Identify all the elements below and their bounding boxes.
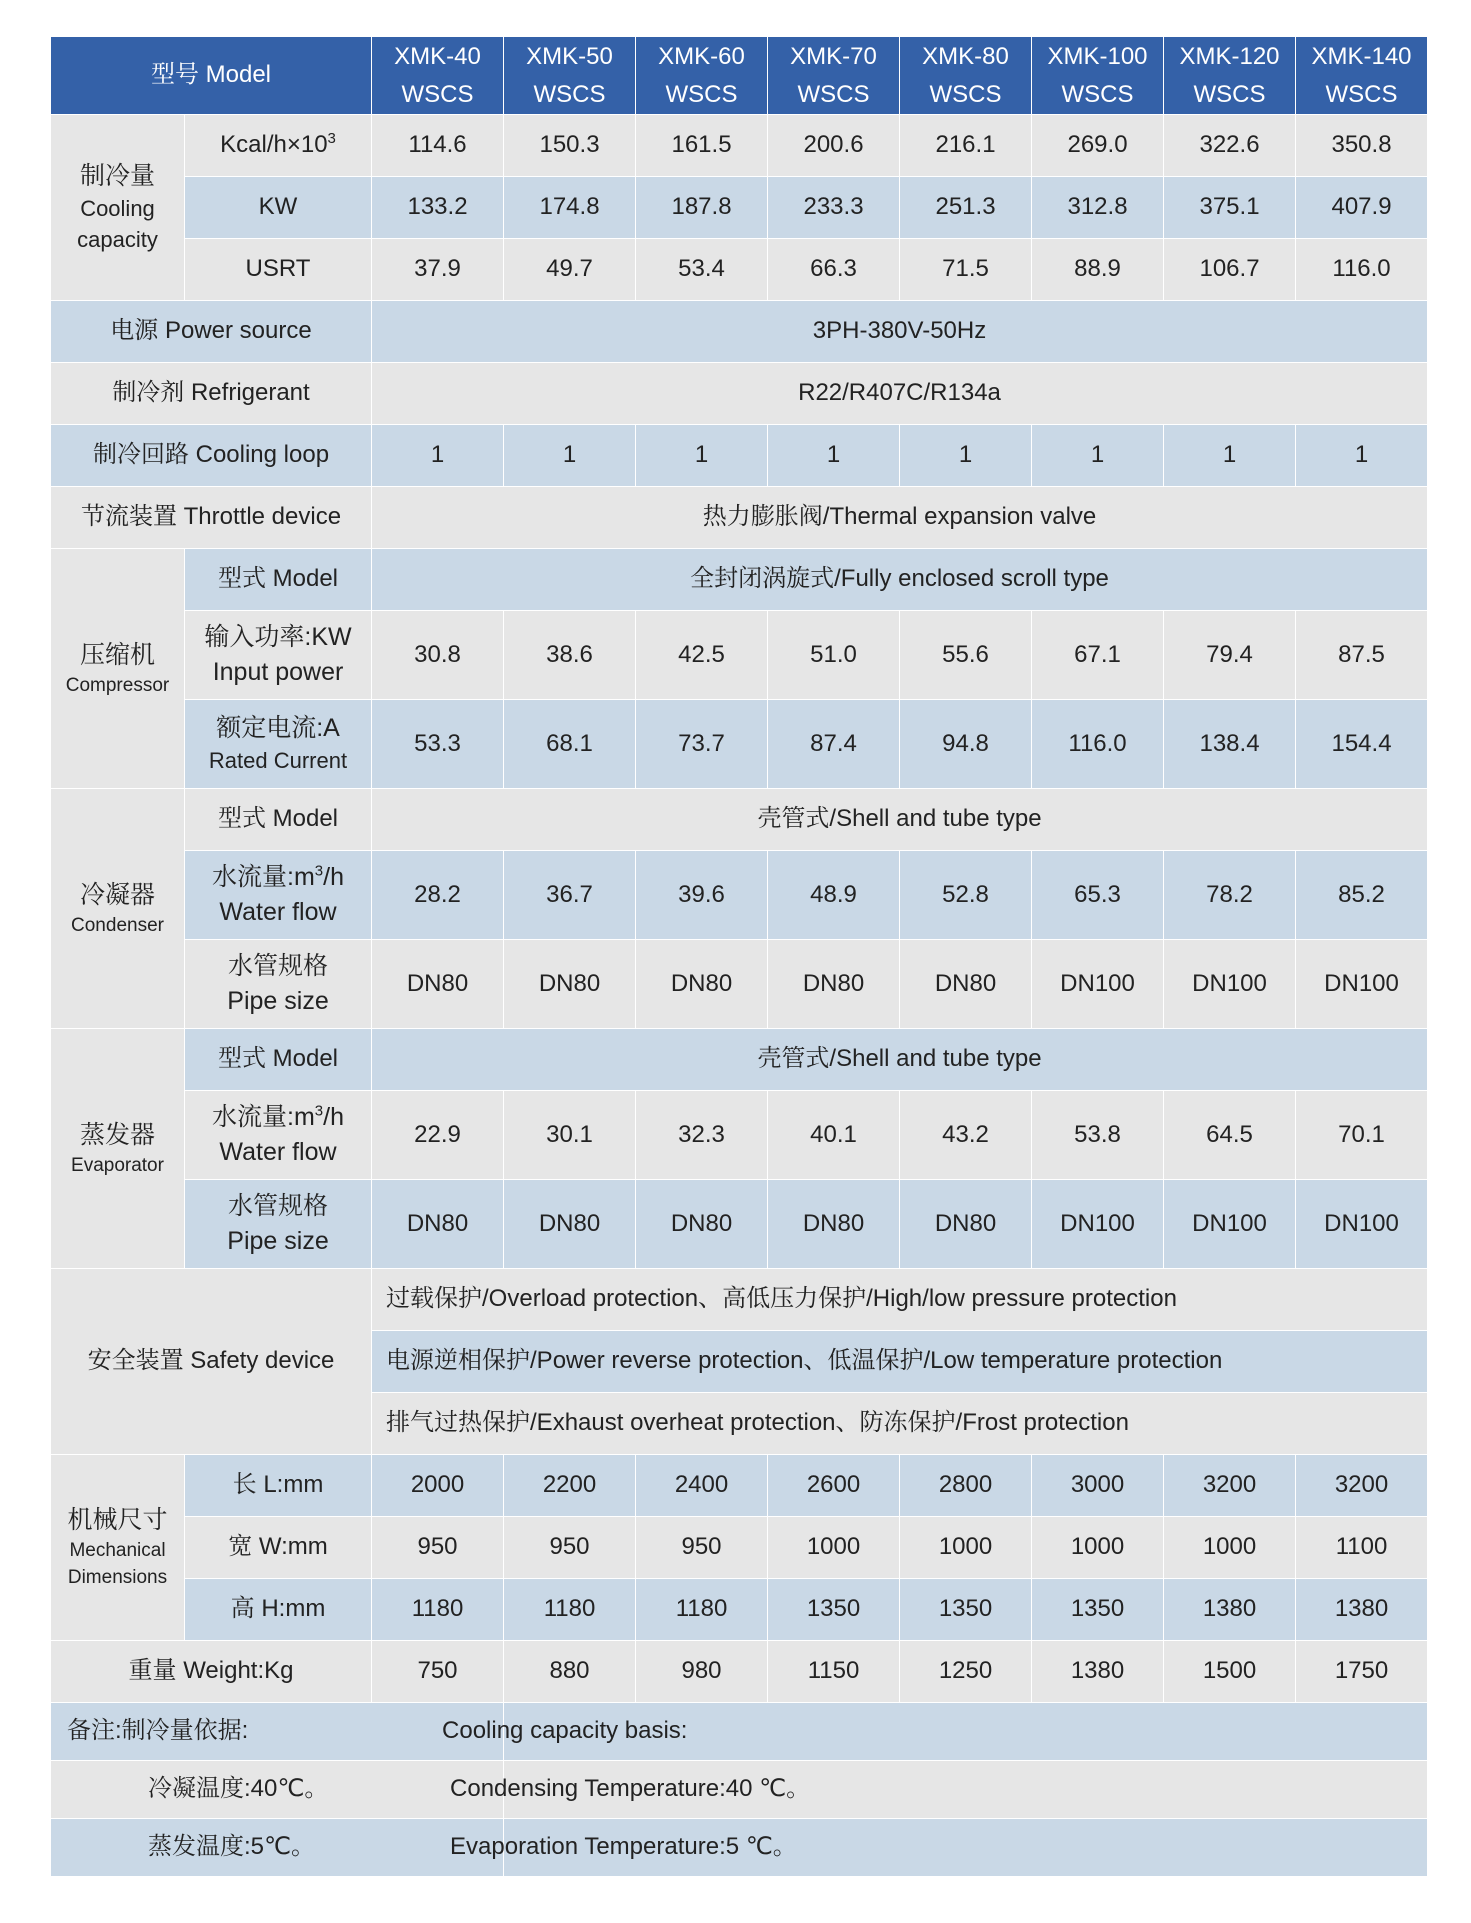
kw-value: 407.9 (1296, 177, 1428, 239)
kcal-unit-cell (185, 115, 372, 177)
evaporator-label-en: Evaporator (71, 1154, 164, 1176)
kcal-unit: Kcal/h×10 (220, 131, 328, 159)
power-value: 3PH-380V-50Hz (372, 301, 1428, 363)
rated-current-value: 87.4 (768, 700, 900, 789)
kcal-unit-sup: 3 (327, 130, 336, 148)
length-value: 2400 (636, 1455, 768, 1517)
compressor-label-en: Compressor (65, 674, 170, 696)
throttle-label: 节流装置 Throttle device (51, 487, 372, 549)
dimensions-label-cn: 机械尺寸 (67, 1506, 168, 1535)
weight-value: 1380 (1032, 1641, 1164, 1703)
weight-value: 1150 (768, 1641, 900, 1703)
evaporator-flow-label (185, 1091, 372, 1180)
evaporator-pipe-value: DN100 (1032, 1180, 1164, 1269)
condenser-pipe-label (185, 940, 372, 1029)
condenser-pipe-value: DN80 (372, 940, 504, 1029)
cooling-kw-row (51, 177, 1428, 239)
model-header-cell (636, 37, 768, 115)
rated-current-value: 68.1 (504, 700, 636, 789)
usrt-value: 49.7 (504, 239, 636, 301)
length-value: 3200 (1296, 1455, 1428, 1517)
model-header-cell (900, 37, 1032, 115)
throttle-value: 热力膨胀阀/Thermal expansion valve (372, 487, 1428, 549)
evaporator-flow-value: 22.9 (372, 1091, 504, 1180)
loop-value: 1 (372, 425, 504, 487)
height-value: 1350 (1032, 1579, 1164, 1641)
condenser-flow-value: 39.6 (636, 851, 768, 940)
dimensions-label-en1: Mechanical (69, 1540, 166, 1562)
width-value: 1100 (1296, 1517, 1428, 1579)
evaporator-pipe-value: DN80 (372, 1180, 504, 1269)
length-value: 3000 (1032, 1455, 1164, 1517)
kw-value: 233.3 (768, 177, 900, 239)
kcal-value: 216.1 (900, 115, 1032, 177)
evaporator-label (51, 1029, 185, 1269)
rated-current-label (185, 700, 372, 789)
evaporator-pipe-value: DN80 (900, 1180, 1032, 1269)
evaporator-flow-value: 30.1 (504, 1091, 636, 1180)
model-suffix: WSCS (1061, 80, 1134, 108)
cooling-capacity-label (51, 115, 185, 301)
safety-line: 过载保护/Overload protection、高低压力保护/High/low pressure protection (372, 1269, 1428, 1331)
condenser-flow-label (185, 851, 372, 940)
condenser-model-row (51, 789, 1428, 851)
model-suffix: WSCS (1193, 80, 1266, 108)
compressor-label (51, 549, 185, 789)
note-basis-en (442, 1703, 1428, 1761)
dim-width-row (51, 1517, 1428, 1579)
model-name: XMK-80 (922, 42, 1009, 70)
compressor-input-row (51, 611, 1428, 700)
flow-label-cn-text: 水流量:m (212, 1103, 315, 1131)
condenser-pipe-value: DN80 (900, 940, 1032, 1029)
note-evaporation-en (450, 1819, 1428, 1877)
pipe-label-en: Pipe size (227, 987, 329, 1015)
height-value: 1380 (1296, 1579, 1428, 1641)
width-value: 1000 (768, 1517, 900, 1579)
condenser-label-cn: 冷凝器 (79, 880, 155, 909)
power-row (51, 301, 1428, 363)
loop-row (51, 425, 1428, 487)
loop-label: 制冷回路 Cooling loop (51, 425, 372, 487)
condenser-pipe-value: DN100 (1296, 940, 1428, 1029)
safety-line: 电源逆相保护/Power reverse protection、低温保护/Low temperature protection (372, 1331, 1428, 1393)
kcal-value: 200.6 (768, 115, 900, 177)
header-row (51, 37, 1428, 115)
flow-label-cn (185, 1100, 371, 1135)
input-power-value: 55.6 (900, 611, 1032, 700)
safety-label: 安全装置 Safety device (51, 1269, 372, 1455)
evaporator-pipe-value: DN80 (768, 1180, 900, 1269)
safety-line: 排气过热保护/Exhaust overheat protection、防冻保护/Frost protection (372, 1393, 1428, 1455)
length-label: 长 L:mm (185, 1455, 372, 1517)
compressor-label-cn: 压缩机 (79, 640, 155, 669)
model-suffix: WSCS (797, 80, 870, 108)
width-value: 1000 (900, 1517, 1032, 1579)
weight-value: 880 (504, 1641, 636, 1703)
model-suffix: WSCS (1325, 80, 1398, 108)
refrigerant-row (51, 363, 1428, 425)
loop-value: 1 (900, 425, 1032, 487)
model-header-cell (1164, 37, 1296, 115)
kcal-value: 269.0 (1032, 115, 1164, 177)
width-value: 1000 (1164, 1517, 1296, 1579)
model-suffix: WSCS (665, 80, 738, 108)
refrigerant-value: R22/R407C/R134a (372, 363, 1428, 425)
usrt-value: 106.7 (1164, 239, 1296, 301)
evaporator-flow-value: 40.1 (768, 1091, 900, 1180)
model-header-cell (372, 37, 504, 115)
evaporator-flow-value: 43.2 (900, 1091, 1032, 1180)
model-header-cell (1296, 37, 1428, 115)
kw-value: 187.8 (636, 177, 768, 239)
evaporator-pipe-value: DN100 (1296, 1180, 1428, 1269)
kcal-value: 114.6 (372, 115, 504, 177)
kcal-value: 350.8 (1296, 115, 1428, 177)
model-name: XMK-120 (1179, 42, 1280, 70)
note-row-2 (51, 1761, 1428, 1819)
evaporator-pipe-value: DN100 (1164, 1180, 1296, 1269)
width-value: 950 (372, 1517, 504, 1579)
refrigerant-label: 制冷剂 Refrigerant (51, 363, 372, 425)
evaporator-flow-value: 64.5 (1164, 1091, 1296, 1180)
note-condensing-cn: 冷凝温度:40℃。 (51, 1761, 504, 1819)
power-label: 电源 Power source (51, 301, 372, 363)
note-evaporation-cn: 蒸发温度:5℃。 (51, 1819, 504, 1877)
compressor-model-row (51, 549, 1428, 611)
input-power-cn: 输入功率:KW (204, 623, 352, 651)
cooling-kcal-row (51, 115, 1428, 177)
width-value: 950 (636, 1517, 768, 1579)
height-value: 1180 (372, 1579, 504, 1641)
loop-value: 1 (1164, 425, 1296, 487)
evaporator-flow-value: 70.1 (1296, 1091, 1428, 1180)
input-power-value: 51.0 (768, 611, 900, 700)
evaporator-pipe-row (51, 1180, 1428, 1269)
length-value: 2200 (504, 1455, 636, 1517)
evaporator-model-value: 壳管式/Shell and tube type (372, 1029, 1428, 1091)
loop-value: 1 (1032, 425, 1164, 487)
condenser-flow-value: 48.9 (768, 851, 900, 940)
condenser-flow-row (51, 851, 1428, 940)
model-name: XMK-140 (1311, 42, 1412, 70)
kcal-value: 150.3 (504, 115, 636, 177)
input-power-value: 42.5 (636, 611, 768, 700)
condenser-pipe-value: DN80 (768, 940, 900, 1029)
note-basis-cn: 备注:制冷量依据: (51, 1703, 504, 1761)
loop-value: 1 (504, 425, 636, 487)
rated-current-cn: 额定电流:A (216, 714, 340, 743)
pipe-label-en: Pipe size (227, 1227, 329, 1255)
rated-current-value: 138.4 (1164, 700, 1296, 789)
pipe-label-cn: 水管规格 (228, 1192, 329, 1220)
condenser-model-value: 壳管式/Shell and tube type (372, 789, 1428, 851)
cooling-label-cn: 制冷量 (79, 162, 155, 191)
model-name: XMK-100 (1047, 42, 1148, 70)
weight-value: 1250 (900, 1641, 1032, 1703)
usrt-value: 53.4 (636, 239, 768, 301)
weight-label: 重量 Weight:Kg (51, 1641, 372, 1703)
flow-label-cn-text: 水流量:m (212, 863, 315, 891)
kw-value: 312.8 (1032, 177, 1164, 239)
evaporator-pipe-value: DN80 (636, 1180, 768, 1269)
kw-unit: KW (185, 177, 372, 239)
width-value: 1000 (1032, 1517, 1164, 1579)
evaporator-model-label: 型式 Model (185, 1029, 372, 1091)
condenser-label-en: Condenser (71, 914, 164, 936)
condenser-pipe-value: DN100 (1164, 940, 1296, 1029)
usrt-value: 66.3 (768, 239, 900, 301)
input-power-label (185, 611, 372, 700)
note-basis-en-text: Cooling capacity basis: (442, 1717, 688, 1745)
input-power-value: 38.6 (504, 611, 636, 700)
flow-label-cn-tail: /h (323, 1103, 344, 1131)
spec-sheet (50, 36, 1425, 1877)
rated-current-value: 73.7 (636, 700, 768, 789)
rated-current-value: 94.8 (900, 700, 1032, 789)
flow-label-cn (185, 860, 371, 895)
height-value: 1180 (504, 1579, 636, 1641)
condenser-pipe-value: DN100 (1032, 940, 1164, 1029)
spec-table (50, 36, 1428, 1877)
input-power-value: 87.5 (1296, 611, 1428, 700)
compressor-model-value: 全封闭涡旋式/Fully enclosed scroll type (372, 549, 1428, 611)
condenser-flow-value: 52.8 (900, 851, 1032, 940)
input-power-en: Input power (212, 658, 344, 686)
model-name: XMK-70 (790, 42, 877, 70)
length-value: 2800 (900, 1455, 1032, 1517)
condenser-flow-value: 85.2 (1296, 851, 1428, 940)
usrt-value: 116.0 (1296, 239, 1428, 301)
kcal-value: 322.6 (1164, 115, 1296, 177)
kcal-value: 161.5 (636, 115, 768, 177)
rated-current-value: 154.4 (1296, 700, 1428, 789)
usrt-value: 71.5 (900, 239, 1032, 301)
loop-value: 1 (636, 425, 768, 487)
dimensions-label (51, 1455, 185, 1641)
length-value: 3200 (1164, 1455, 1296, 1517)
note-evaporation-en-text: Evaporation Temperature:5 ℃。 (450, 1833, 797, 1861)
condenser-pipe-value: DN80 (504, 940, 636, 1029)
usrt-value: 37.9 (372, 239, 504, 301)
model-header-label: 型号 Model (51, 37, 372, 115)
cooling-usrt-row (51, 239, 1428, 301)
input-power-value: 79.4 (1164, 611, 1296, 700)
compressor-model-label: 型式 Model (185, 549, 372, 611)
evaporator-pipe-label (185, 1180, 372, 1269)
length-value: 2000 (372, 1455, 504, 1517)
loop-value: 1 (1296, 425, 1428, 487)
model-name: XMK-40 (394, 42, 481, 70)
flow-label-en: Water flow (219, 898, 337, 926)
evaporator-label-cn: 蒸发器 (79, 1120, 155, 1149)
model-header-cell (504, 37, 636, 115)
cooling-label-en1: Cooling (80, 196, 155, 222)
model-name: XMK-60 (658, 42, 745, 70)
model-header-cell (768, 37, 900, 115)
note-row-3 (51, 1819, 1428, 1877)
model-header-cell (1032, 37, 1164, 115)
kw-value: 375.1 (1164, 177, 1296, 239)
weight-value: 1500 (1164, 1641, 1296, 1703)
height-value: 1350 (768, 1579, 900, 1641)
condenser-flow-value: 36.7 (504, 851, 636, 940)
compressor-current-row (51, 700, 1428, 789)
kw-value: 174.8 (504, 177, 636, 239)
model-suffix: WSCS (401, 80, 474, 108)
condenser-model-label: 型式 Model (185, 789, 372, 851)
rated-current-en: Rated Current (208, 748, 348, 774)
kw-value: 251.3 (900, 177, 1032, 239)
length-value: 2600 (768, 1455, 900, 1517)
model-suffix: WSCS (929, 80, 1002, 108)
flow-label-sup: 3 (314, 862, 324, 880)
rated-current-value: 116.0 (1032, 700, 1164, 789)
evaporator-flow-value: 53.8 (1032, 1091, 1164, 1180)
weight-value: 980 (636, 1641, 768, 1703)
usrt-value: 88.9 (1032, 239, 1164, 301)
cooling-label-en2: capacity (77, 227, 158, 252)
height-value: 1380 (1164, 1579, 1296, 1641)
flow-label-cn-tail: /h (323, 863, 344, 891)
input-power-value: 30.8 (372, 611, 504, 700)
height-label: 高 H:mm (185, 1579, 372, 1641)
dim-length-row (51, 1455, 1428, 1517)
model-name: XMK-50 (526, 42, 613, 70)
throttle-row (51, 487, 1428, 549)
dimensions-label-en2: Dimensions (67, 1567, 168, 1588)
condenser-flow-value: 28.2 (372, 851, 504, 940)
width-label: 宽 W:mm (185, 1517, 372, 1579)
evaporator-model-row (51, 1029, 1428, 1091)
safety-row-1 (51, 1269, 1428, 1331)
usrt-unit: USRT (185, 239, 372, 301)
note-condensing-en-text: Condensing Temperature:40 ℃。 (450, 1775, 811, 1803)
condenser-pipe-row (51, 940, 1428, 1029)
weight-value: 1750 (1296, 1641, 1428, 1703)
loop-value: 1 (768, 425, 900, 487)
pipe-label-cn: 水管规格 (228, 952, 329, 980)
weight-row (51, 1641, 1428, 1703)
dim-height-row (51, 1579, 1428, 1641)
condenser-flow-value: 78.2 (1164, 851, 1296, 940)
rated-current-value: 53.3 (372, 700, 504, 789)
condenser-flow-value: 65.3 (1032, 851, 1164, 940)
weight-value: 750 (372, 1641, 504, 1703)
condenser-pipe-value: DN80 (636, 940, 768, 1029)
note-row-1 (51, 1703, 1428, 1761)
width-value: 950 (504, 1517, 636, 1579)
evaporator-flow-value: 32.3 (636, 1091, 768, 1180)
height-value: 1350 (900, 1579, 1032, 1641)
kw-value: 133.2 (372, 177, 504, 239)
height-value: 1180 (636, 1579, 768, 1641)
input-power-value: 67.1 (1032, 611, 1164, 700)
condenser-label (51, 789, 185, 1029)
model-suffix: WSCS (533, 80, 606, 108)
flow-label-en: Water flow (219, 1138, 337, 1166)
note-condensing-en (450, 1761, 1428, 1819)
flow-label-sup: 3 (314, 1102, 324, 1120)
evaporator-flow-row (51, 1091, 1428, 1180)
evaporator-pipe-value: DN80 (504, 1180, 636, 1269)
